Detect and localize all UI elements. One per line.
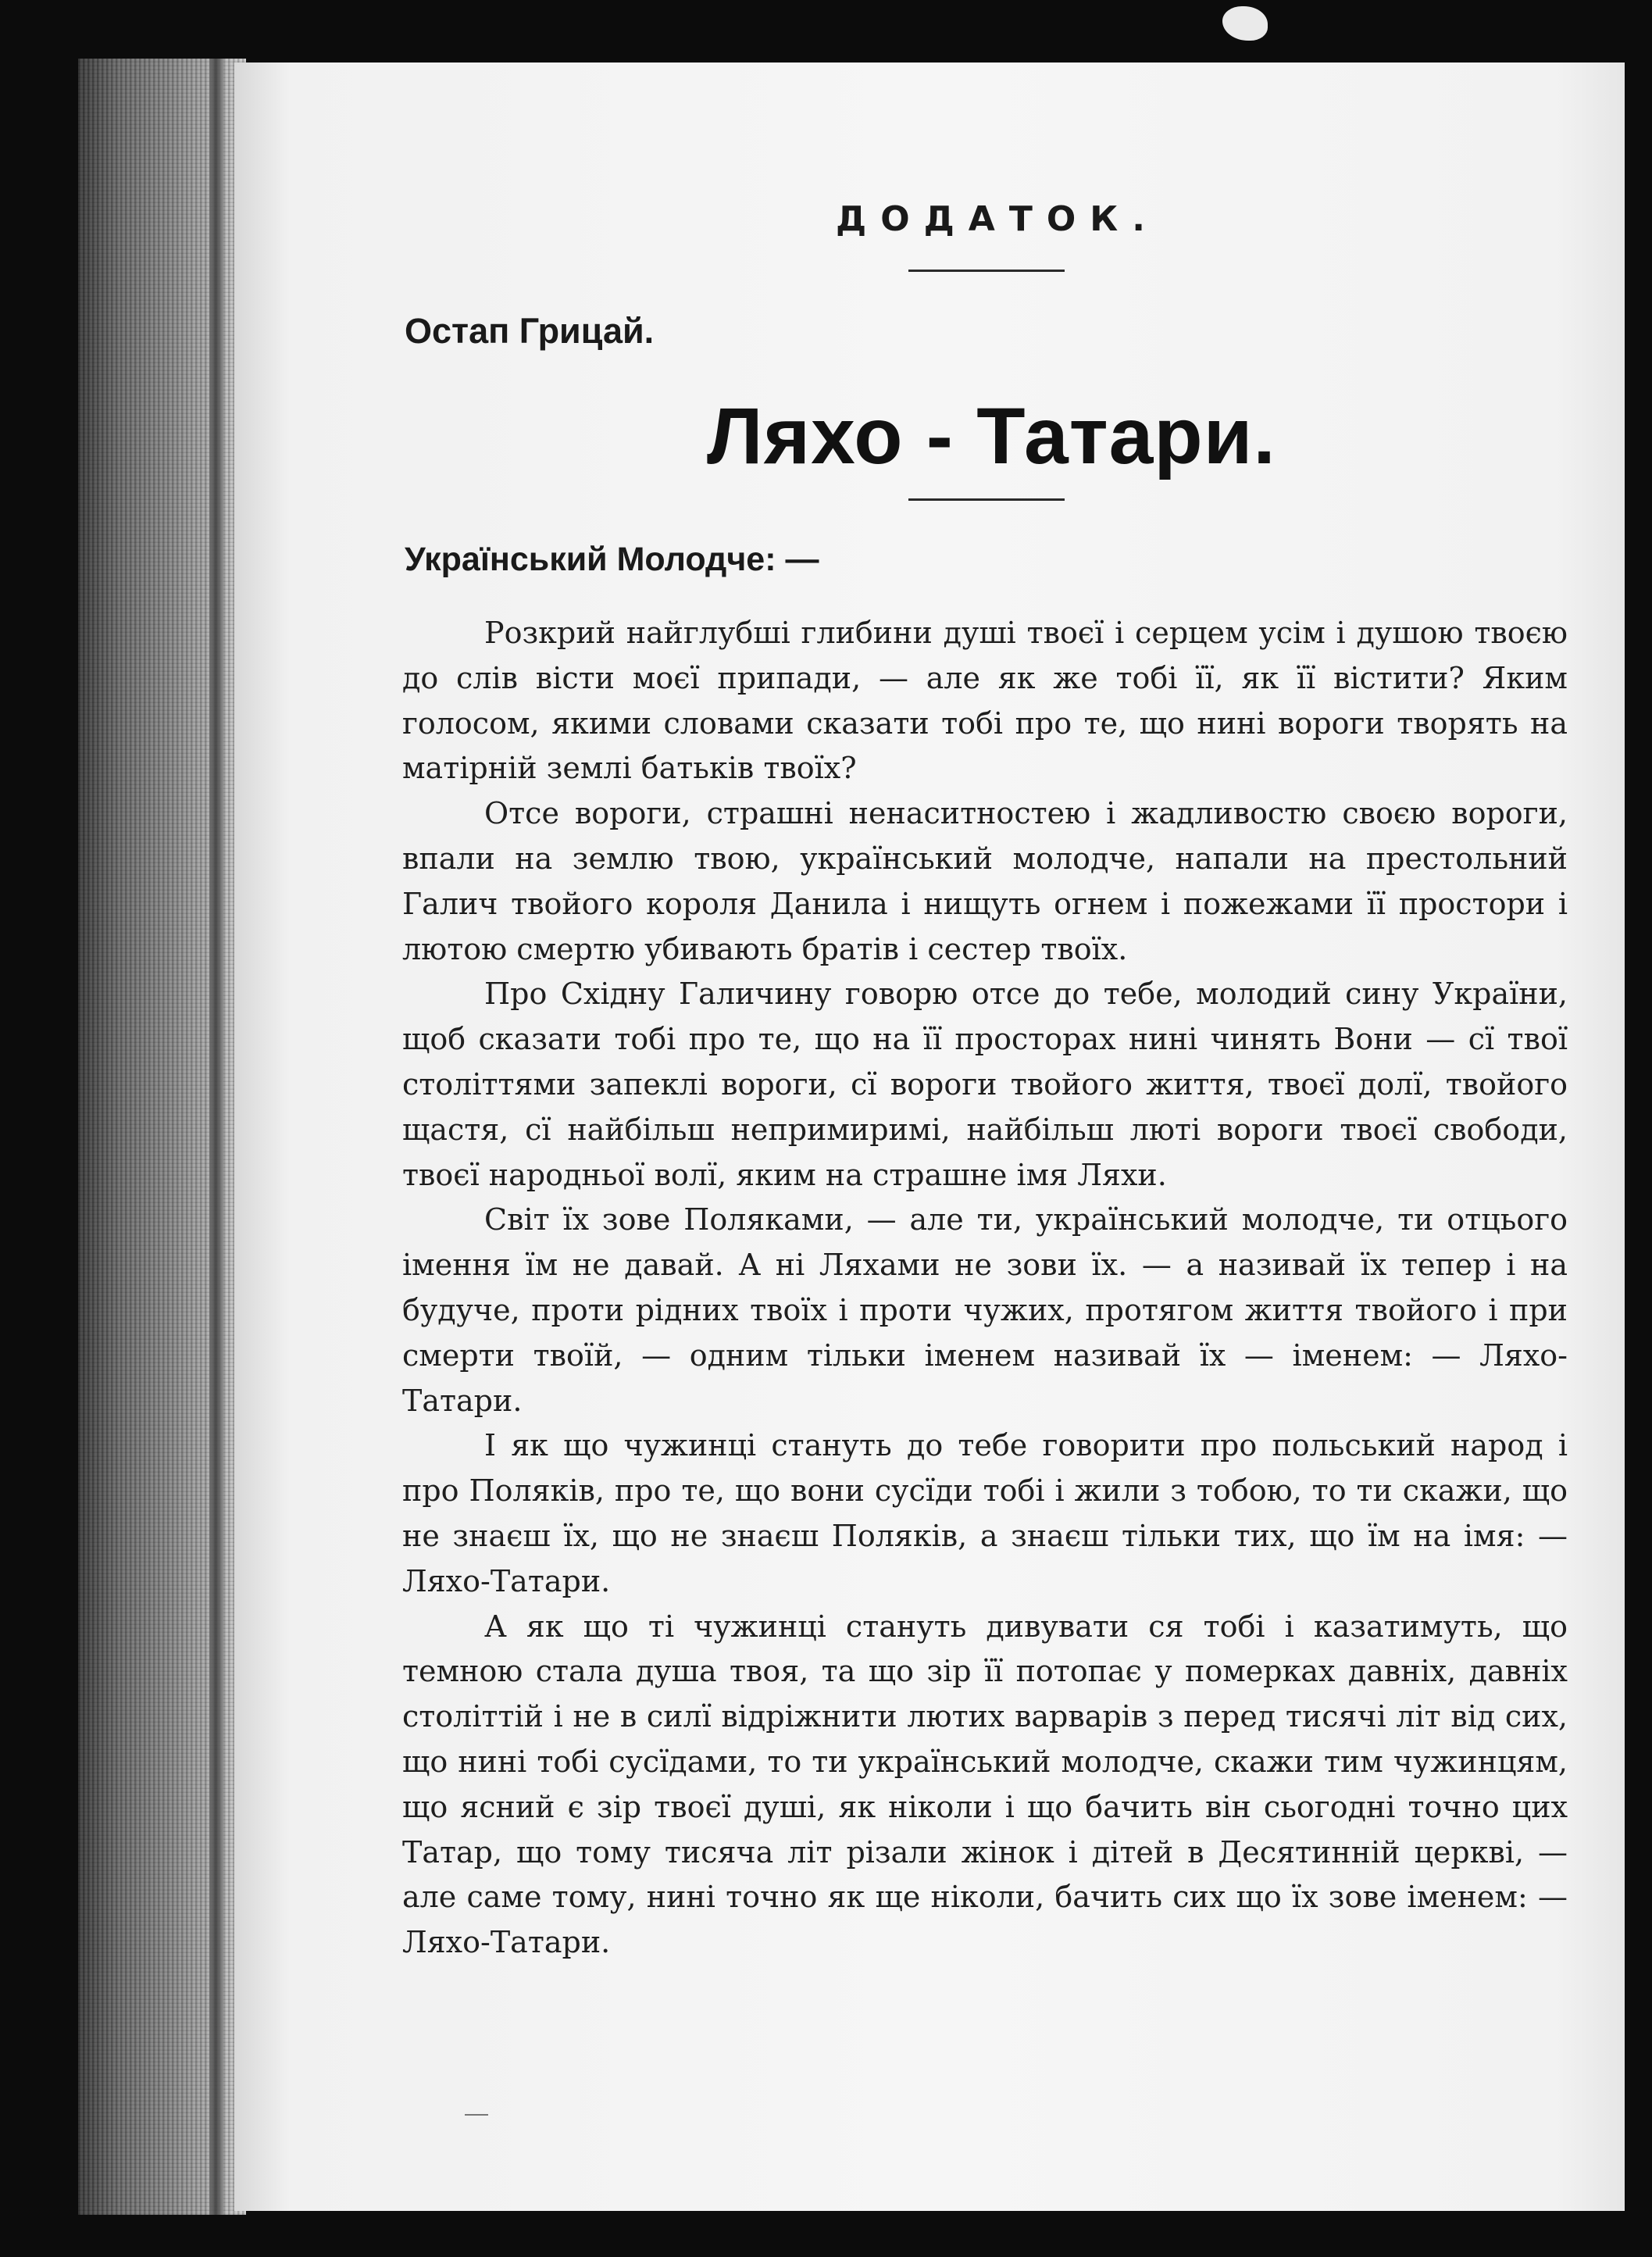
heading-rule <box>908 270 1065 272</box>
paragraph: Розкрий найглубші глибини душі твоєї і серцем усім і душою твоєю до слів вісти моєї припади, — але як же тобі її, як її вістити? Яким голосом, якими словами сказати тобі про те, що нині вороги творять на матірній землі батьків твоїх? <box>402 616 1568 786</box>
body-text <box>402 611 1568 1966</box>
paragraph: І як що чужинці стануть до тебе говорити про польський народ і про Поляків, про те, що вони сусїди тобі і жили з тобою, то ти скажи, що не знаєш їх, що не знаєш Поляків, а знаєш тільки тих, що їм на імя: — Ляхо-Татари. <box>402 1428 1568 1598</box>
binding-edge <box>209 59 223 2215</box>
footer-mark <box>465 2114 488 2116</box>
paragraph: Про Східну Галичину говорю отсе до тебе, молодий сину України, щоб сказати тобі про те, що на її просторах нині чинять Вони — сї твої століттями запеклі вороги, сї вороги твойого життя, твоєї долї, твойого щастя, сї найбільш непримиримі, найбільш люті вороги твоєї свободи, твоєї народньої волї, яким на страшне імя Ляхи. <box>402 977 1568 1192</box>
paragraph: Отсе вороги, страшні ненаситностею і жадливостю своєю вороги, впали на землю твою, український молодче, напали на престольний Галич твойого короля Данила і нищуть огнем і пожежами її простори і лютою смертю убивають братів і сестер твоїх. <box>402 796 1568 966</box>
paragraph: Світ їх зове Поляками, — але ти, український молодче, ти отцього імення їм не давай. А ні Ляхами не зови їх. — а називай їх тепер і на будуче, проти рідних твоїх і проти чужих, протягом життя твойого і при смерти твоїй, — одним тільки іменем називай їх — іменем: — Ляхо-Татари. <box>402 1202 1568 1418</box>
paper-fragment <box>1222 6 1268 41</box>
salutation: Український Молодче: — <box>405 541 819 578</box>
section-heading: ДОДАТОК. <box>836 199 1159 239</box>
title-rule <box>908 498 1065 501</box>
author-name: Остап Грицай. <box>405 311 655 351</box>
page-title: Ляхо - Татари. <box>707 391 1276 480</box>
paragraph: А як що ті чужинці стануть дивувати ся тобі і казатимуть, що темною стала душа твоя, та що зір її потопає у померках давніх, давніх століттій і не в силї відріжнити лютих варварів з перед тисячі літ від сих, що нині тобі сусїдами, то ти український молодче, скажи тим чужинцям, що ясний є зір твоєї душі, як ніколи і що бачить він сьогодні точно цих Татар, що тому тисяча літ різали жінок і дітей в Десятинній церкві, — але саме тому, нині точно як ще ніколи, бачить сих що їх зове іменем: — Ляхо-Татари. <box>402 1609 1568 1960</box>
